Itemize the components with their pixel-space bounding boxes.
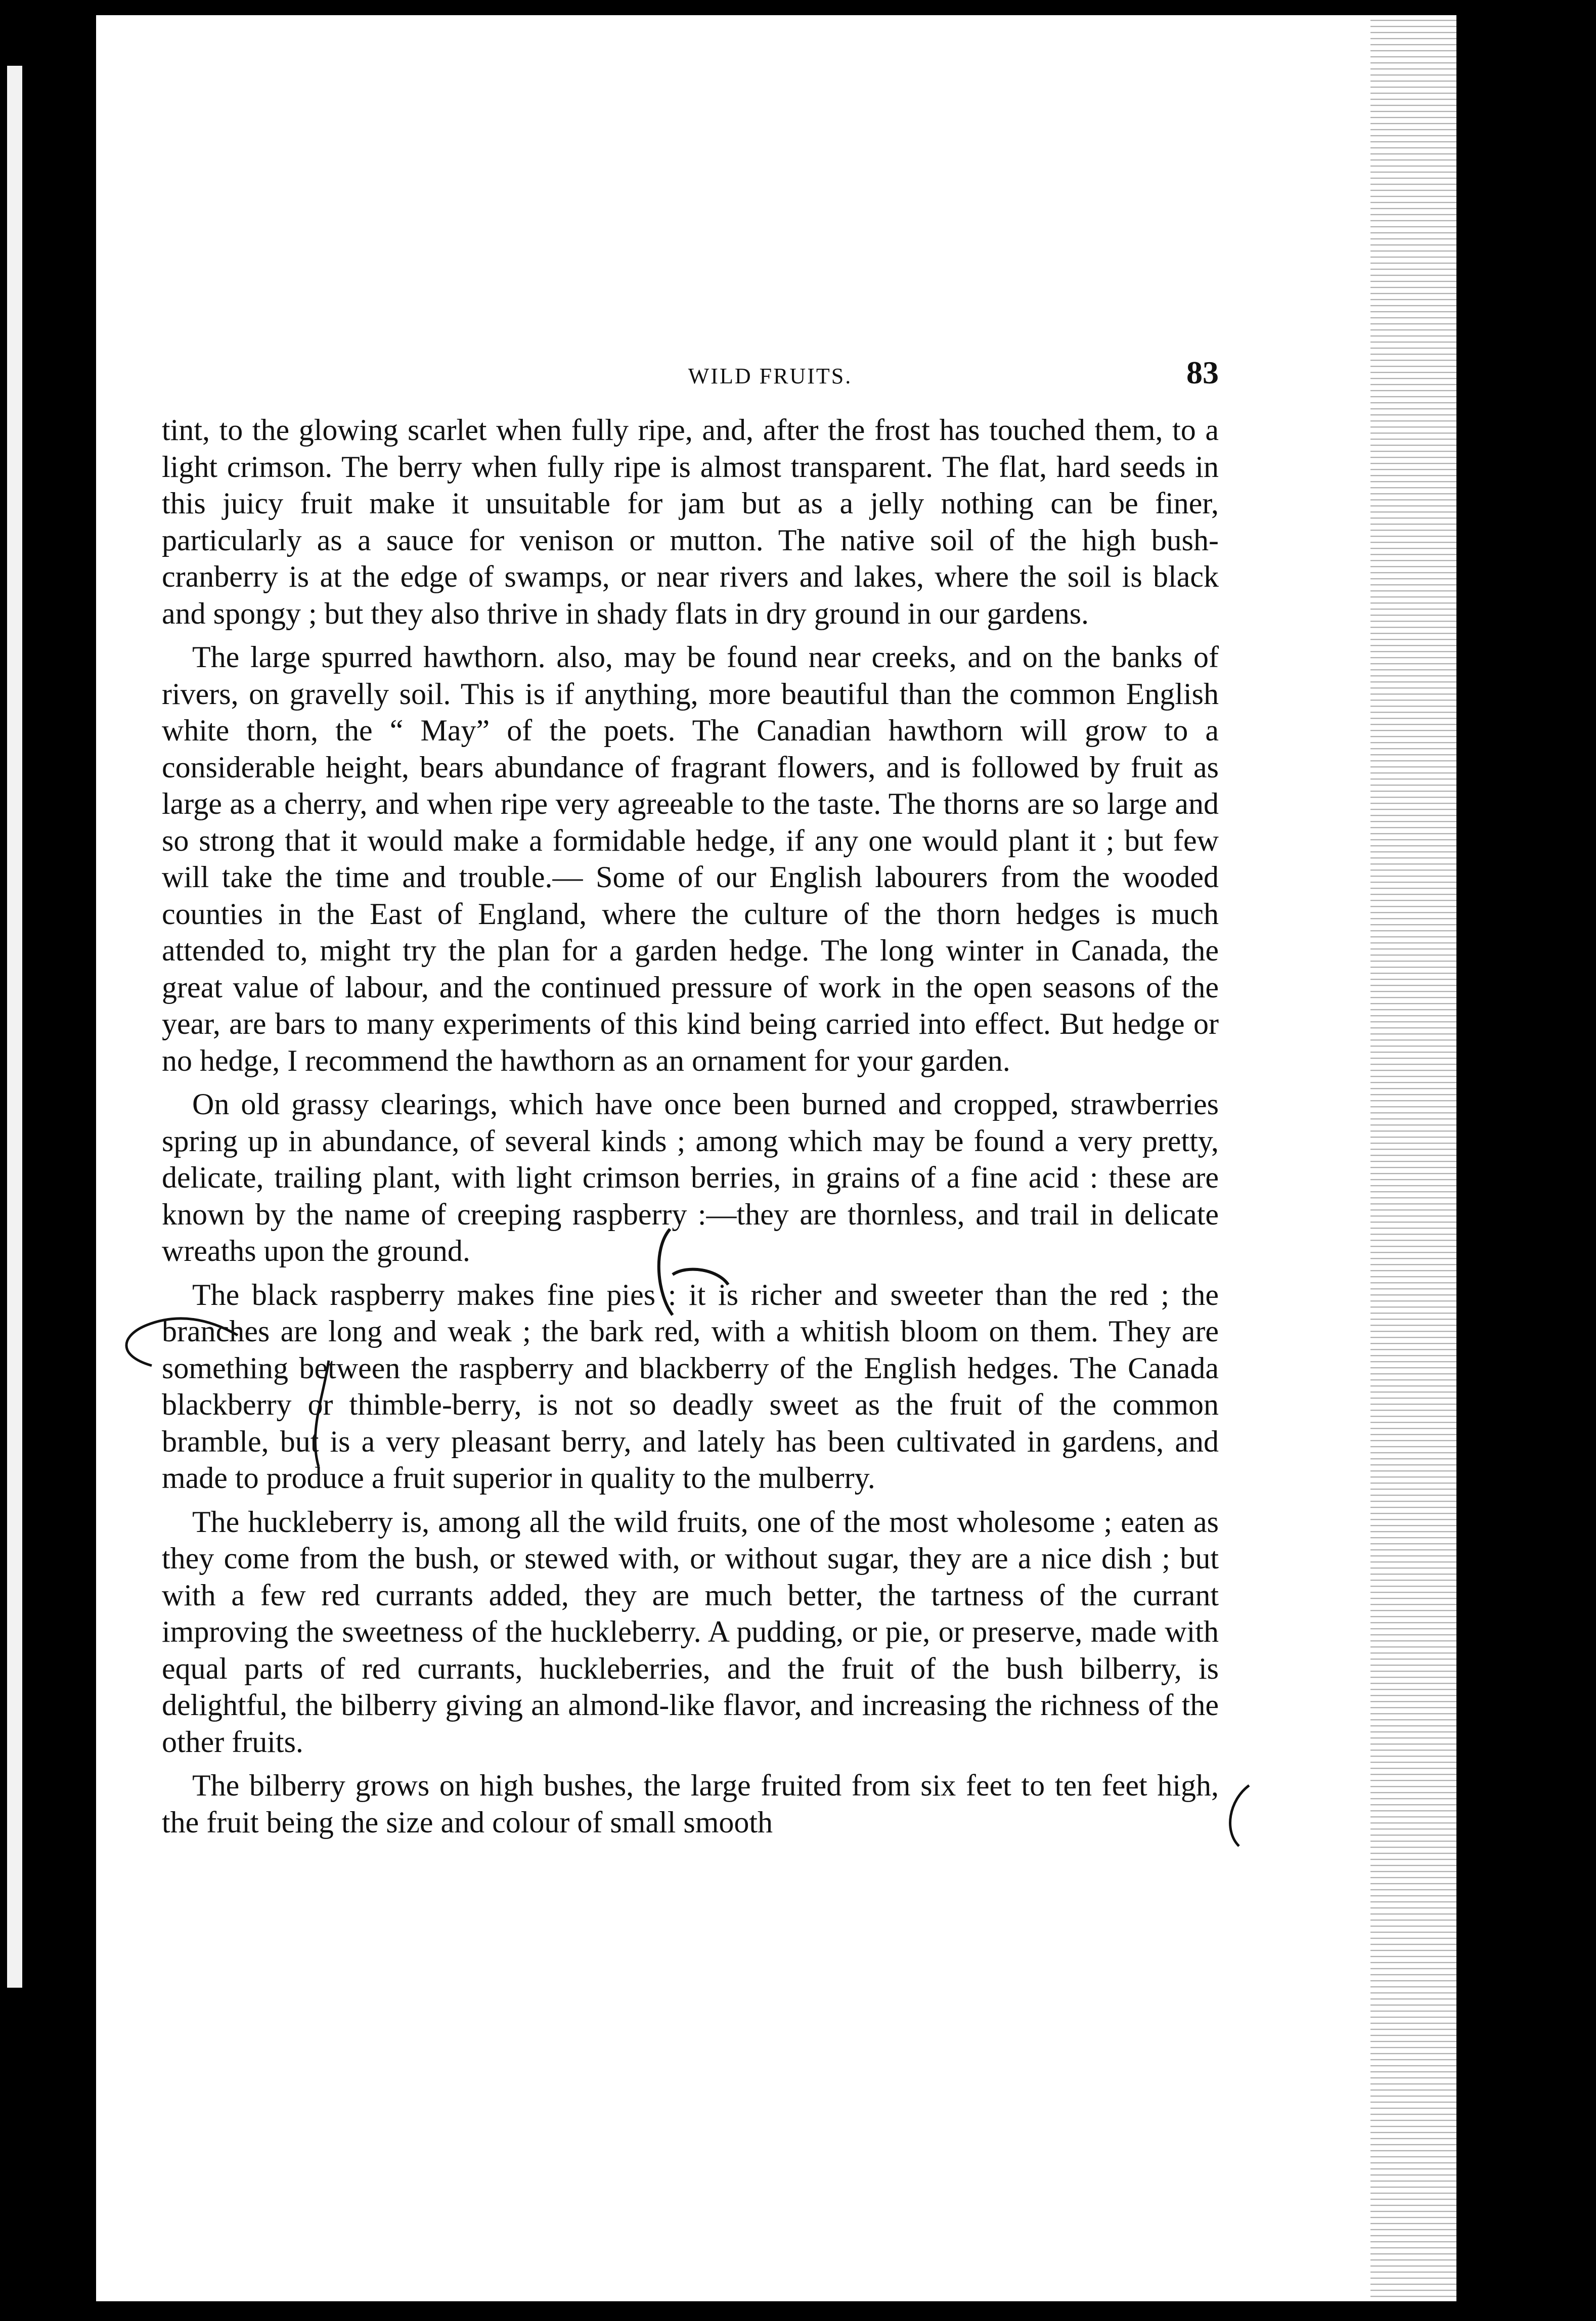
paragraph-2: The large spurred hawthorn. also, may be found near creeks, and on the banks of rivers, on gravelly soil. This is if anything, more beautiful than the common English white thorn, the “ May” of the poets. The Canadian hawthorn will grow to a considerable height, bears abundance of fragrant flowers, and is followed by fruit as large as a cherry, and when ripe very agreeable to the taste. The thorns are so large and so strong that it would make a formidable hedge, if any one would plant it ; but few will take the time and trouble.— Some of our English labourers from the wooded counties in the East of England, where the culture of the thorn hedges is much attended to, might try the plan for a garden hedge. The long winter in Canada, the great value of labour, and the continued pressure of work in the open seasons of the year, are bars to many experiments of this kind being carried into effect. But hedge or no hedge, I recommend the hawthorn as an ornament for your garden. <box>162 640 1219 1077</box>
page-header <box>162 354 1219 391</box>
scan-left-edge <box>0 0 96 2321</box>
page-text <box>162 354 1219 1848</box>
paragraph-6: The bilberry grows on high bushes, the large fruited from six feet to ten feet high, the fruit being the size and colour of small smooth <box>162 1769 1219 1839</box>
page-number: 83 <box>1186 355 1219 390</box>
paragraph-1: tint, to the glowing scarlet when fully ripe, and, after the frost has touched them, to a light crimson. The berry when fully ripe is almost transparent. The flat, hard seeds in this juicy fruit make it unsuitable for jam but as a jelly nothing can be finer, particularly as a sauce for venison or mutton. The native soil of the high bush-cranberry is at the edge of swamps, or near rivers and lakes, where the soil is black and spongy ; but they also thrive in shady flats in dry ground in our gardens. <box>162 413 1219 630</box>
scan-speckle-edge <box>1370 15 1456 2301</box>
running-title: WILD FRUITS. <box>688 364 853 388</box>
paragraph-4: The black raspberry makes fine pies : it is richer and sweeter than the red ; the branches are long and weak ; the bark red, with a whitish bloom on them. They are something between the raspberry and blackberry of the English hedges. The Canada blackberry or thimble-berry, is not so deadly sweet as the fruit of the common bramble, but is a very pleasant berry, and lately has been cultivated in gardens, and made to produce a fruit superior in quality to the mulberry. <box>162 1278 1219 1495</box>
paragraph-3: On old grassy clearings, which have once been burned and cropped, strawberries spring up in abundance, of several kinds ; among which may be found a very pretty, delicate, trailing plant, with light crimson berries, in grains of a fine acid : these are known by the name of creeping raspberry :—they are thornless, and trail in delicate wreaths upon the ground. <box>162 1087 1219 1267</box>
paragraph-5: The huckleberry is, among all the wild fruits, one of the most wholesome ; eaten as they come from the bush, or stewed with, or without sugar, they are a nice dish ; but with a few red currants added, they are much better, the tartness of the currant improving the sweetness of the huckleberry. A pudding, or pie, or preserve, made with equal parts of red currants, huckleberries, and the fruit of the bush bilberry, is delightful, the bilberry giving an almond-like flavor, and increasing the richness of the other fruits. <box>162 1505 1219 1759</box>
scan-edge-stripe <box>7 66 22 1988</box>
